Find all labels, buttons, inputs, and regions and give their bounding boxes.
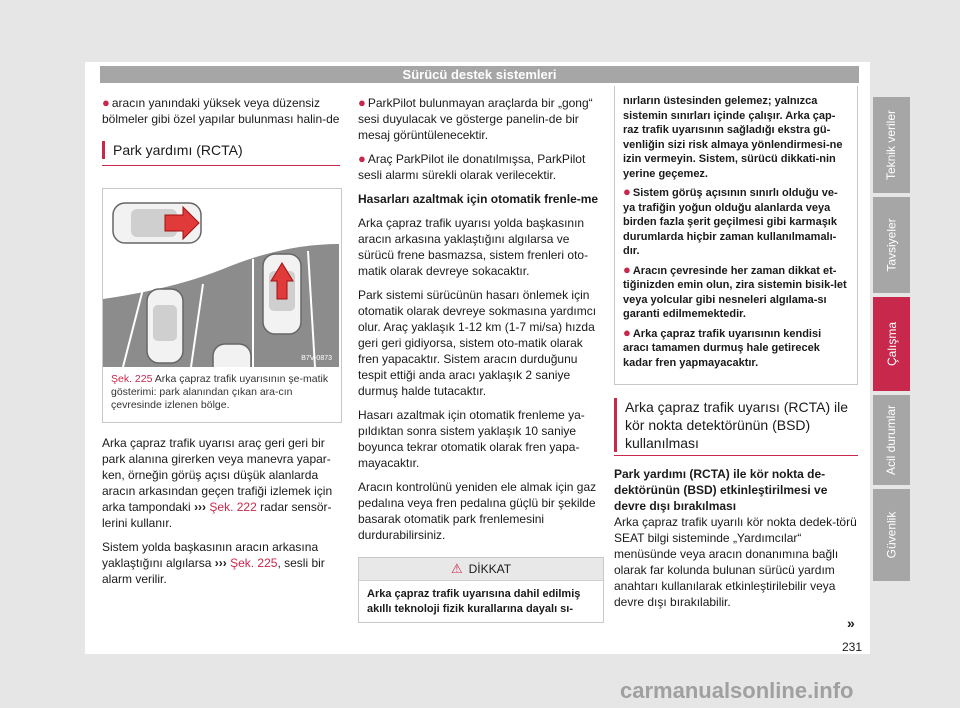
warning-bullet-text: Sistem görüş açısının sınırlı olduğu ve-ya trafiğin yoğun olduğu alanlarda veya birden fazla şerit geçilmesi gibi karmaşık durumlarda hiçbir zaman kullanılmamalı-dır. bbox=[623, 187, 838, 257]
warning-paragraph: nırların üstesinden gelemez; yalnızca sistemin sınırları içinde çalışır. Arka çap-raz trafik uyarısının sağladığı ekstra gü-venliğin sizi risk almaya yönlendirmesi-ne izin vermeyin. Sistem, sürücü dikkati-nin yerine geçemez. bbox=[623, 95, 843, 180]
page-number: 231 bbox=[842, 640, 863, 654]
section-rule bbox=[102, 165, 340, 166]
warning-bullet-text: Arka çapraz trafik uyarısının kendisi aracı tamamen durmuş hale getirecek kadar fren yapmayacaktır. bbox=[623, 327, 822, 369]
bullet-icon: ● bbox=[623, 261, 631, 277]
bullet-text: ParkPilot bulunmayan araçlarda bir „gong“ sesi duyulacak ve gösterge panelin-de bir mesaj görüntülenecektir. bbox=[358, 96, 593, 142]
bullet-icon: ● bbox=[102, 95, 110, 110]
tab-calisma[interactable] bbox=[873, 297, 910, 391]
warning-bullet bbox=[623, 185, 849, 259]
bullet-parkpilot bbox=[358, 151, 602, 183]
bullet-icon: ● bbox=[623, 184, 631, 199]
bullet-text: Araç ParkPilot ile donatılmışsa, ParkPilot sesli alarmı sürekli olarak verilecektir. bbox=[358, 152, 586, 182]
tab-tavsiyeler[interactable] bbox=[873, 197, 910, 293]
section-title-rcta: Park yardımı (RCTA) bbox=[102, 141, 340, 159]
warning-bullet bbox=[623, 326, 849, 371]
intro-bullet bbox=[102, 95, 340, 127]
bullet-icon: ● bbox=[358, 151, 366, 166]
warning-title: DİKKAT bbox=[468, 562, 512, 576]
warning-bullet bbox=[623, 263, 849, 322]
rcta-diagram-svg bbox=[103, 189, 339, 367]
tab-guvenlik[interactable] bbox=[873, 489, 910, 581]
ref-arrows: ››› bbox=[194, 500, 207, 514]
car-parked-left bbox=[147, 289, 183, 363]
warning-triangle-icon: ⚠ bbox=[450, 561, 463, 576]
paragraph-rcta-usage bbox=[102, 435, 340, 531]
tab-label: Teknik veriler bbox=[884, 109, 899, 181]
tab-teknik-veriler[interactable] bbox=[873, 97, 910, 193]
paragraph-text: Sistem yolda başkasının aracın arkasına yaklaştığını algılarsa bbox=[102, 540, 319, 570]
paragraph: Aracın kontrolünü yeniden ele almak için gaz pedalına veya fren pedalına güçlü bir şekilde basarak otomatik park frenlemesini durdurabilirsiniz. bbox=[358, 480, 597, 542]
warning-header bbox=[359, 558, 603, 581]
column-1 bbox=[102, 95, 340, 595]
warning-box bbox=[358, 557, 604, 623]
paragraph: Hasarı azaltmak için otomatik frenleme ya-pıldıktan sonra sistem yaklaşık 10 saniye boyunca tekrar otomatik olarak fren yapa-mayacaktır. bbox=[358, 408, 585, 470]
column-2 bbox=[358, 95, 602, 623]
intro-bullet-text: aracın yanındaki yüksek veya düzensiz bölmeler gibi özel yapılar bulunması halin-de bbox=[102, 96, 340, 126]
tab-label: Güvenlik bbox=[884, 511, 899, 559]
section-header: Sürücü destek sistemleri bbox=[100, 66, 859, 83]
warning-continuation bbox=[614, 86, 858, 385]
bullet-icon: ● bbox=[623, 324, 631, 340]
figure-225 bbox=[102, 188, 342, 423]
paragraph-text: Arka çapraz trafik uyarısı araç geri geri bir park alanına girerken veya manevra yapar-ken, örneğin görüş açısı düşük alanlarda aracın arkasından geçen trafiği izlemek için arka tampondaki bbox=[102, 436, 333, 514]
subhead-activation: Park yardımı (RCTA) ile kör nokta de-dektörünün (BSD) etkinleştirilmesi ve devre dışı bırakılması bbox=[614, 467, 828, 513]
tab-label: Tavsiyeler bbox=[884, 218, 899, 272]
warning-text: Arka çapraz trafik uyarısına dahil edilmiş akıllı teknoloji fizik kurallarına dayalı sı- bbox=[367, 588, 581, 615]
bullet-no-parkpilot bbox=[358, 95, 602, 143]
column-3-body bbox=[614, 466, 858, 610]
link-fig-225[interactable]: Şek. 225 bbox=[230, 556, 278, 570]
section-rule bbox=[614, 455, 858, 456]
warning-bullet-text: Aracın çevresinde her zaman dikkat et-tiğinizden emin olun, zira sistemin bisik-let veya yolcular gibi nesneleri algılama-sı garanti edilmemektedir. bbox=[623, 264, 847, 320]
paragraph-text: radar sensör-lerini kullanır. bbox=[102, 500, 332, 530]
link-fig-222[interactable]: Şek. 222 bbox=[209, 500, 257, 514]
figure-caption bbox=[103, 367, 341, 422]
tab-acil-durumlar[interactable] bbox=[873, 395, 910, 485]
rcta-diagram bbox=[103, 189, 339, 367]
figure-caption-text: Arka çapraz trafik uyarısının şe-matik gösterimi: park alanından çıkan ara-cın çevresinde izlenen bölge. bbox=[111, 373, 329, 411]
section-title-rcta-bsd: Arka çapraz trafik uyarısı (RCTA) ile kör nokta detektörünün (BSD) kullanılması bbox=[614, 398, 858, 452]
figure-label: Şek. 225 bbox=[111, 373, 153, 385]
figure-code: B7V-0873 bbox=[301, 355, 332, 362]
tab-label: Çalışma bbox=[884, 321, 899, 367]
ref-arrows: ››› bbox=[214, 556, 227, 570]
car-partial-bottom bbox=[213, 344, 251, 367]
tab-label: Acil durumlar bbox=[884, 404, 899, 476]
bullet-icon: ● bbox=[358, 95, 366, 110]
watermark: carmanualsonline.info bbox=[620, 678, 854, 703]
paragraph-text: , sesli bir alarm verilir. bbox=[102, 556, 325, 586]
paragraph: Arka çapraz trafik uyarısı yolda başkasının aracın arkasına yaklaştığını algılarsa ve sürücü frene basmazsa, sistem frenleri oto-matik olarak devreye sokacaktır. bbox=[358, 216, 589, 278]
paragraph: Park sistemi sürücünün hasarı önlemek için otomatik olarak devreye sokmasına yardımcı olur. Araç yaklaşık 1-12 km (1-7 mi/sa) hızda geri geri gidiyorsa, sistem oto-matik olarak fren yapacaktır. Sistem aracın durduğunu tespit ettiği anda aracı yaklaşık 2 saniye durmuş halde tutacaktır. bbox=[358, 288, 597, 398]
paragraph: Arka çapraz trafik uyarılı kör nokta dedek-törü SEAT bilgi sisteminde „Yardımcılar“ menüsünde veya aracın donanımına bağlı olarak far kolunda bulunan sürücü yardım anahtarı kullanılarak etkinleştirilebilir veya devre dışı bırakılabilir. bbox=[614, 515, 857, 609]
next-page-icon: » bbox=[847, 615, 855, 631]
paragraph-alarm bbox=[102, 539, 340, 587]
subhead-auto-brake: Hasarları azaltmak için otomatik frenle-me bbox=[358, 192, 599, 206]
